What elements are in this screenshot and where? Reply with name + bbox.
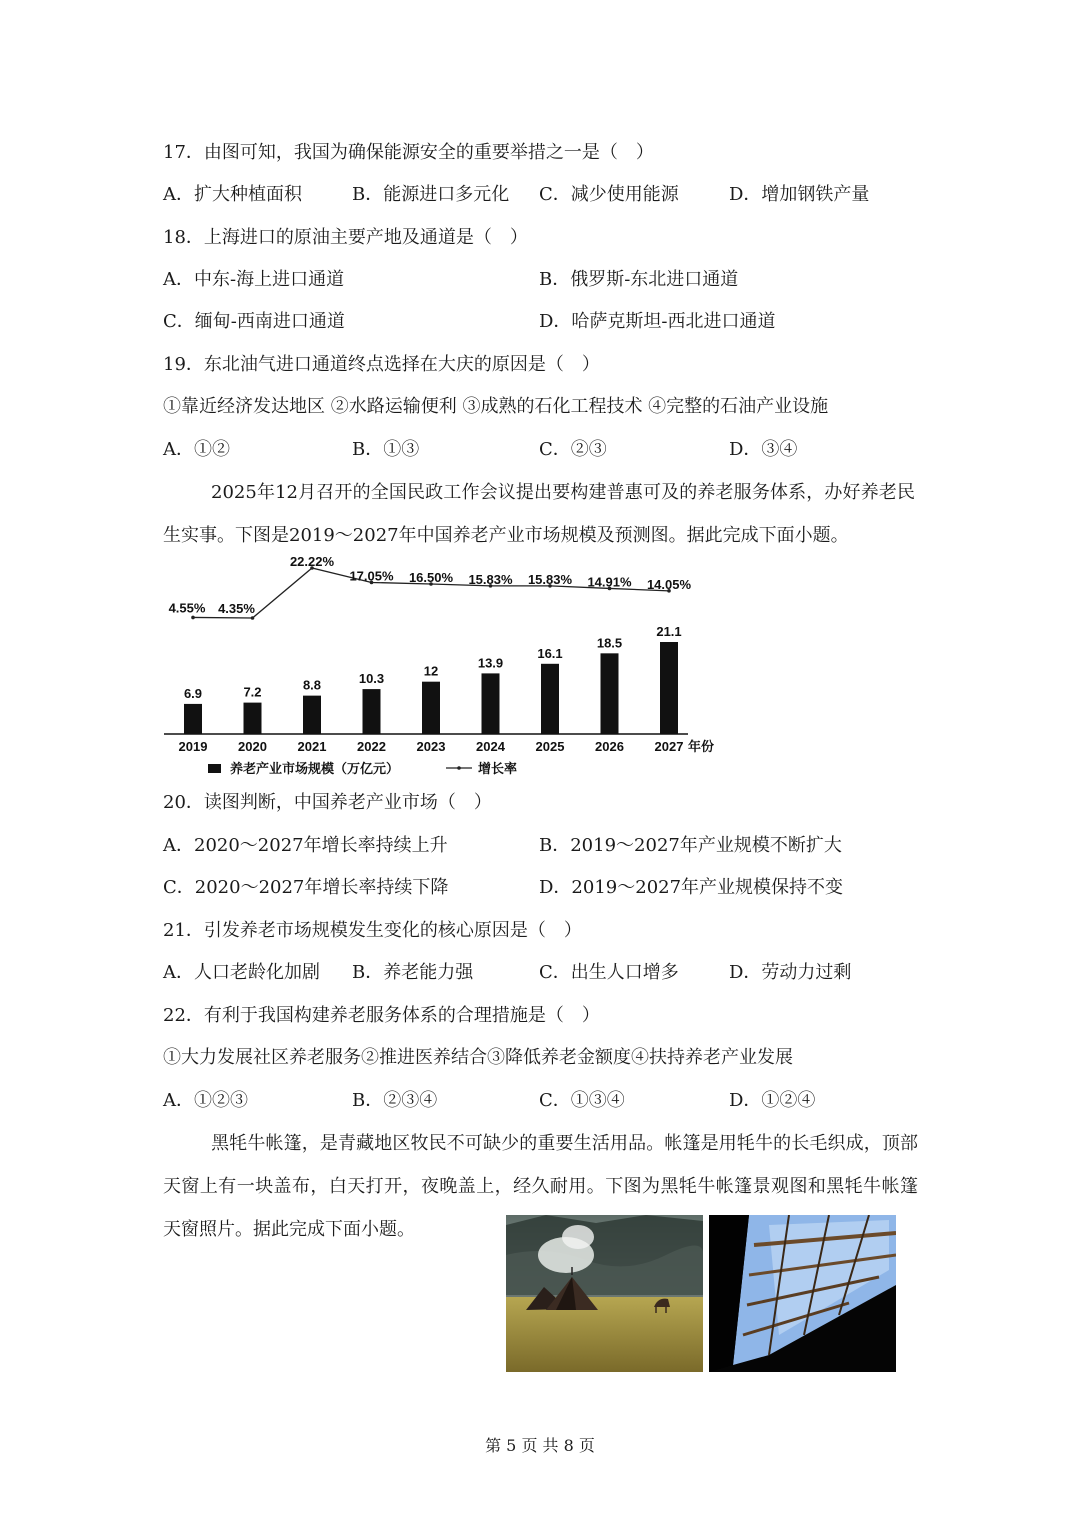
yak-tent-skylight-photo <box>709 1215 896 1372</box>
bar-2022 <box>363 689 381 734</box>
legend-bar-swatch <box>208 764 221 773</box>
q20-stem: 20．读图判断，中国养老产业市场（ ） <box>163 792 492 813</box>
growth-label-2022: 17.05% <box>349 568 394 584</box>
bar-label-2022: 10.3 <box>358 671 385 687</box>
x-tick-2026: 2026 <box>595 739 624 754</box>
growth-point-2020 <box>251 616 255 620</box>
x-tick-2019: 2019 <box>178 739 208 754</box>
growth-label-2023: 16.50% <box>408 570 454 586</box>
q19-option-d: D．③④ <box>729 439 798 460</box>
bar-label-2021: 8.8 <box>302 677 322 693</box>
growth-label-2019: 4.55% <box>168 600 206 616</box>
q20-option-d: D．2019～2027年产业规模保持不变 <box>539 877 844 898</box>
q19-option-c: C．②③ <box>539 439 607 460</box>
page-footer: 第 5 页 共 8 页 <box>485 1436 595 1455</box>
eldercare-market-chart <box>160 552 730 787</box>
q19-option-a: A．①② <box>163 439 230 460</box>
q17-option-c: C．减少使用能源 <box>539 184 679 205</box>
bar-2024 <box>482 673 500 734</box>
passage-eldercare <box>163 471 915 557</box>
q17-option-b: B．能源进口多元化 <box>352 184 510 205</box>
legend-bar-label: 养老产业市场规模（万亿元） <box>230 761 400 776</box>
bar-label-2024: 13.9 <box>477 655 504 671</box>
q17-option-a: A．扩大种植面积 <box>163 184 302 205</box>
q21-stem: 21．引发养老市场规模发生变化的核心原因是（ ） <box>163 920 582 941</box>
q20-option-c: C．2020～2027年增长率持续下降 <box>163 877 449 898</box>
x-tick-2025: 2025 <box>535 739 565 754</box>
q21-option-c: C．出生人口增多 <box>539 962 679 983</box>
bar-2019 <box>184 704 202 734</box>
q20-option-b: B．2019～2027年产业规模不断扩大 <box>539 835 842 856</box>
x-tick-2024: 2024 <box>476 739 505 754</box>
q22-option-b: B．②③④ <box>352 1090 438 1111</box>
legend-line-marker <box>457 766 461 770</box>
q17-stem: 17．由图可知，我国为确保能源安全的重要举措之一是（ ） <box>163 142 654 163</box>
q22-option-d: D．①②④ <box>729 1090 816 1111</box>
q22-option-a: A．①②③ <box>163 1090 248 1111</box>
x-tick-2027: 2027 <box>654 739 684 754</box>
q18-option-c: C．缅甸-西南进口通道 <box>163 311 345 332</box>
bar-2021 <box>303 696 321 734</box>
legend-line-label: 增长率 <box>478 761 518 776</box>
bar-2027 <box>660 642 678 734</box>
q20-option-a: A．2020～2027年增长率持续上升 <box>163 835 448 856</box>
bar-label-2023: 12 <box>423 663 439 679</box>
q19-option-b: B．①③ <box>352 439 420 460</box>
q17-option-d: D．增加钢铁产量 <box>729 184 870 205</box>
q18-option-a: A．中东-海上进口通道 <box>163 269 345 290</box>
passage-eldercare-text: 2025年12月召开的全国民政工作会议提出要构建普惠可及的养老服务体系，办好养老民生实事。下图是2019～2027年中国养老产业市场规模及预测图。据此完成下面小题。 <box>163 482 915 546</box>
bar-2026 <box>601 653 619 734</box>
growth-label-2027: 14.05% <box>646 576 692 592</box>
passage-yak-tent-text: 黑牦牛帐篷，是青藏地区牧民不可缺少的重要生活用品。帐篷是用牦牛的长毛织成，顶部天窗上有一块盖布，白天打开，夜晚盖上，经久耐用。下图为黑牦牛帐篷景观图和黑牦牛帐篷天窗照片。据此完成下面小题。 <box>163 1133 918 1240</box>
x-axis-unit-label: 年份 <box>688 739 715 754</box>
bar-label-2020: 7.2 <box>243 684 262 700</box>
bar-label-2025: 16.1 <box>537 645 563 661</box>
bar-2023 <box>422 682 440 734</box>
q22-stem: 22．有利于我国构建养老服务体系的合理措施是（ ） <box>163 1005 600 1026</box>
q19-items: ①靠近经济发达地区 ②水路运输便利 ③成熟的石化工程技术 ④完整的石油产业设施 <box>163 396 829 417</box>
growth-label-2021: 22.22% <box>289 554 335 569</box>
q22-option-c: C．①③④ <box>539 1090 625 1111</box>
bar-label-2019: 6.9 <box>183 685 203 701</box>
bar-2020 <box>244 703 262 734</box>
q22-items: ①大力发展社区养老服务②推进医养结合③降低养老金额度④扶持养老产业发展 <box>163 1047 793 1068</box>
bar-label-2027: 21.1 <box>656 624 682 639</box>
x-tick-2020: 2020 <box>238 739 267 754</box>
growth-label-2020: 4.35% <box>218 601 255 616</box>
growth-point-2019 <box>191 616 195 620</box>
q18-option-b: B．俄罗斯-东北进口通道 <box>539 269 739 290</box>
growth-label-2024: 15.83% <box>468 571 513 587</box>
q18-option-d: D．哈萨克斯坦-西北进口通道 <box>539 311 776 332</box>
q21-option-d: D．劳动力过剩 <box>729 962 852 983</box>
bar-2025 <box>541 664 559 734</box>
q21-option-a: A．人口老龄化加剧 <box>163 962 320 983</box>
q19-stem: 19．东北油气进口通道终点选择在大庆的原因是（ ） <box>163 354 600 375</box>
growth-label-2026: 14.91% <box>587 574 632 590</box>
yak-tent-landscape-photo <box>506 1215 703 1372</box>
x-tick-2021: 2021 <box>297 739 327 754</box>
x-tick-2022: 2022 <box>357 739 386 754</box>
q18-stem: 18．上海进口的原油主要产地及通道是（ ） <box>163 227 528 248</box>
q21-option-b: B．养老能力强 <box>352 962 474 983</box>
x-tick-2023: 2023 <box>416 739 446 754</box>
bar-label-2026: 18.5 <box>596 635 623 651</box>
growth-label-2025: 15.83% <box>527 571 573 587</box>
